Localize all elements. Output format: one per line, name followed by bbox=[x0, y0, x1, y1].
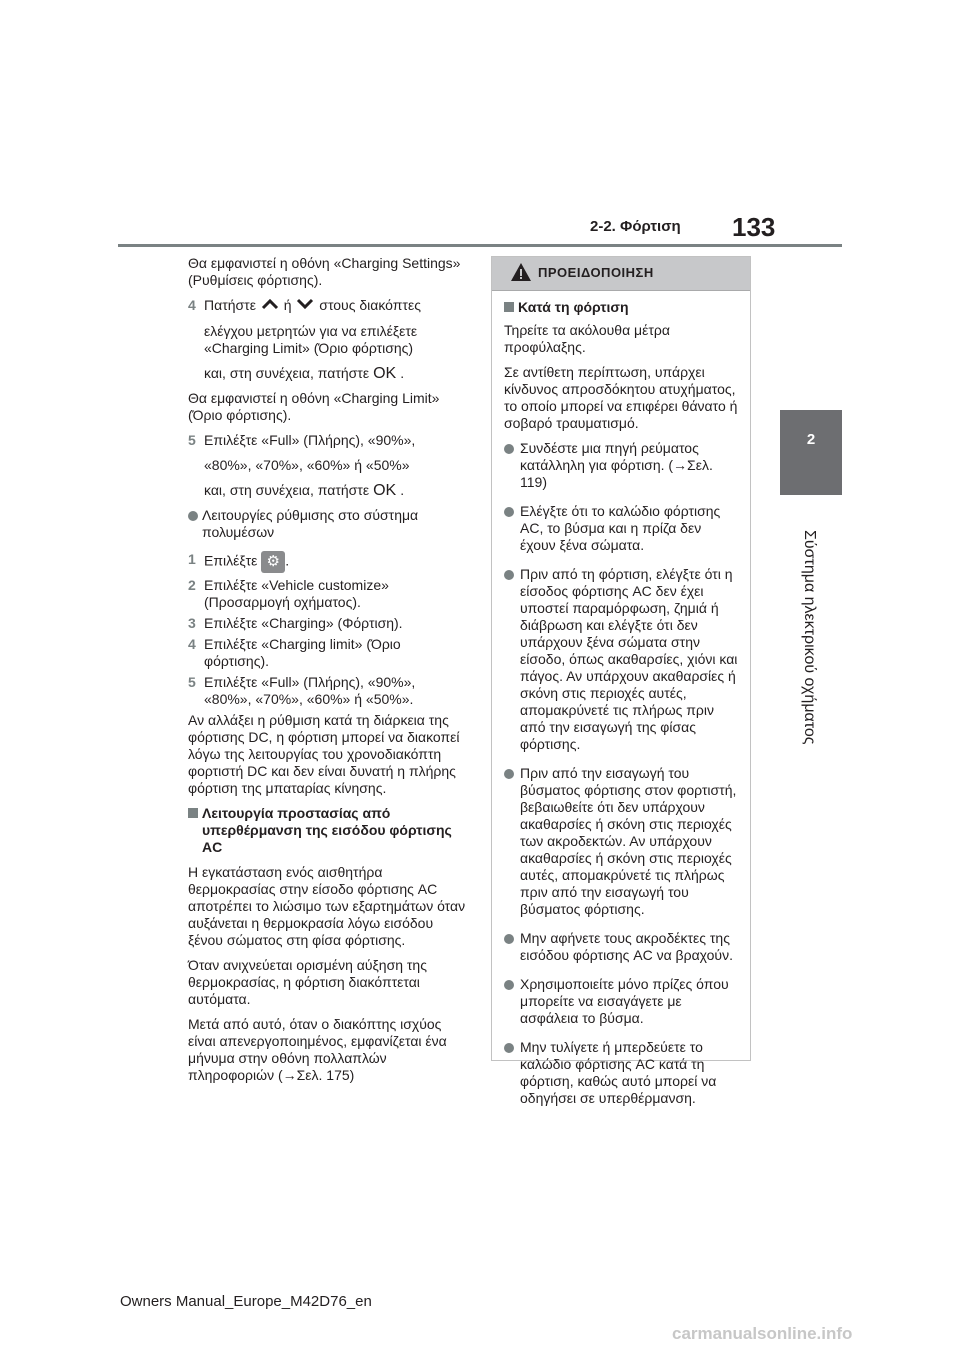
warning-bullet bbox=[504, 503, 738, 554]
warning-bullet bbox=[504, 930, 738, 964]
bullet-text: Μην αφήνετε τους ακροδέκτες της εισόδου φόρτισης AC να βραχούν. bbox=[520, 930, 733, 963]
square-bullet-icon bbox=[504, 302, 514, 312]
section-title: 2-2. Φόρτιση bbox=[590, 218, 681, 235]
step-number: 1 bbox=[188, 551, 196, 568]
warning-box bbox=[491, 256, 751, 1106]
bullet-dot-icon bbox=[504, 507, 514, 517]
header-rule bbox=[118, 244, 842, 247]
subheading bbox=[188, 805, 466, 856]
subheading-text: Λειτουργία προστασίας από υπερθέρμανση της εισόδου φόρτισης AC bbox=[202, 805, 452, 856]
step-text: Επιλέξτε «Charging» (Φόρτιση). bbox=[204, 615, 403, 632]
step-number: 4 bbox=[188, 297, 196, 313]
step-text: και, στη συνέχεια, πατήστε bbox=[204, 482, 370, 499]
step-4 bbox=[188, 297, 466, 382]
step-text: «80%», «70%», «60%» ή «50%» bbox=[204, 457, 410, 474]
step-text: Επιλέξτε «Full» (Πλήρης), «90%», «80%», «70%», «60%» ή «50%». bbox=[204, 674, 416, 708]
step-text: Επιλέξτε «Charging limit» (Όριο φόρτισης). bbox=[204, 636, 401, 670]
step-text: Πατήστε bbox=[204, 297, 256, 313]
chapter-tab: 2 bbox=[780, 410, 842, 495]
page-number: 133 bbox=[732, 212, 776, 242]
bullet-dot-icon bbox=[504, 444, 514, 454]
chevron-up-icon bbox=[260, 297, 280, 315]
paragraph: Τηρείτε τα ακόλουθα μέτρα προφύλαξης. bbox=[504, 322, 670, 355]
step-text: ή bbox=[283, 297, 292, 313]
bullet-dot-icon bbox=[504, 1043, 514, 1053]
step-text-ok: και, στη συνέχεια, πατήστε OK . bbox=[204, 482, 405, 500]
step-text: στους διακόπτες bbox=[319, 297, 421, 313]
paragraph: Σε αντίθετη περίπτωση, υπάρχει κίνδυνος απροσδόκητου ατυχήματος, το οποίο μπορεί να επιφέρει θάνατο ή σοβαρό τραυματισμό. bbox=[504, 364, 738, 431]
paragraph: Θα εμφανιστεί η οθόνη «Charging Settings» (Ρυθμίσεις φόρτισης). bbox=[188, 255, 461, 288]
step-text: Επιλέξτε «Full» (Πλήρης), «90%», bbox=[204, 432, 416, 449]
step-number: 2 bbox=[188, 577, 196, 594]
bullet-dot-icon bbox=[504, 980, 514, 990]
paragraph: Θα εμφανιστεί η οθόνη «Charging Limit» (Όριο φόρτισης). bbox=[188, 390, 440, 424]
warning-subheading bbox=[504, 299, 738, 316]
bullet-text: Λειτουργίες ρύθμισης στο σύστημα πολυμέσων bbox=[202, 507, 419, 541]
step-text: και, στη συνέχεια, πατήστε bbox=[204, 365, 370, 382]
multimedia-steps bbox=[188, 551, 466, 708]
step-text-ok: και, στη συνέχεια, πατήστε OK . bbox=[204, 365, 405, 383]
bullet-text: Πριν από τη φόρτιση, ελέγξτε ότι η είσοδος φόρτισης AC δεν έχει υποστεί παραμόρφωση, ζημιά ή διάβρωση και ελέγξτε ότι δεν υπάρχουν ξένα σώματα στην είσοδο, όπως ακαθαρσίες, χιόνι και πάγος. Αν υπάρχουν ακαθαρσίες ή σκόνη στις περιοχές αυτές, απομακρύνετέ τις πλήρως πριν από την εισαγωγή της φίσας φόρτισης. bbox=[520, 566, 738, 752]
paragraph: Όταν ανιχνεύεται ορισμένη αύξηση της θερμοκρασίας, η φόρτιση διακόπτεται αυτόματα. bbox=[188, 957, 427, 1008]
footer-text: Owners Manual_Europe_M42D76_en bbox=[120, 1293, 372, 1310]
step-number: 5 bbox=[188, 432, 196, 449]
bullet-dot-icon bbox=[504, 769, 514, 779]
paragraph: Η εγκατάσταση ενός αισθητήρα θερμοκρασίας στην είσοδο φόρτισης AC αποτρέπει το λιώσιμο των εξαρτημάτων όταν αυξάνεται η θερμοκρασία λόγω εισόδου ξένου σώματος στη φίσα φόρτισης. bbox=[188, 864, 466, 949]
warning-bullet bbox=[504, 765, 738, 918]
chapter-title: Σύστημα ηλεκτρικού οχήματος bbox=[801, 530, 818, 745]
bullet-dot-icon bbox=[504, 934, 514, 944]
step-number: 4 bbox=[188, 636, 196, 653]
step-number: 3 bbox=[188, 615, 196, 632]
warning-header bbox=[492, 257, 750, 291]
list-item: 1 Επιλέξτε ⚙ . bbox=[188, 551, 466, 573]
list-item bbox=[188, 577, 466, 611]
step-text: Επιλέξτε «Vehicle customize» (Προσαρμογή οχήματος). bbox=[204, 577, 389, 611]
warning-body bbox=[492, 291, 750, 1107]
step-5 bbox=[188, 432, 466, 499]
chapter-title-vertical bbox=[796, 530, 822, 830]
watermark: carmanualsonline.info bbox=[672, 1324, 853, 1343]
subheading-text: Κατά τη φόρτιση bbox=[518, 299, 629, 315]
bullet-text: Πριν από την εισαγωγή του βύσματος φόρτισης στον φορτιστή, βεβαιωθείτε ότι δεν υπάρχουν ακαθαρσίες ή σκόνη στις περιοχές των ακροδεκτών. Αν υπάρχουν ακαθαρσίες ή σκόνη στις περιοχές αυτές, απομακρύνετέ τις πλήρως πριν από την εισαγωγή του βύσματος φόρτισης. bbox=[520, 765, 737, 917]
warning-bullet bbox=[504, 976, 738, 1027]
bullet-text: Συνδέστε μια πηγή ρεύματος κατάλληλη για φόρτιση. (→Σελ. 119) bbox=[520, 440, 713, 490]
list-item bbox=[188, 615, 466, 632]
chevron-down-icon bbox=[295, 297, 315, 315]
paragraph: Αν αλλάξει η ρύθμιση κατά τη διάρκεια της φόρτισης DC, η φόρτιση μπορεί να διακοπεί λόγω της λειτουργίας του χρονοδιακόπτη φορτιστή DC και δεν είναι δυνατή η πλήρης φόρτιση της μπαταρίας κίνησης. bbox=[188, 712, 460, 797]
square-bullet-icon bbox=[188, 808, 198, 818]
step-text: ελέγχου μετρητών για να επιλέξετε «Charging Limit» (Όριο φόρτισης) bbox=[204, 323, 418, 357]
step-number: 5 bbox=[188, 674, 196, 691]
warning-triangle-icon bbox=[510, 262, 532, 287]
bullet-dot-icon bbox=[504, 570, 514, 580]
list-item bbox=[188, 636, 466, 670]
warning-bullet bbox=[504, 566, 738, 753]
ok-button-label: OK bbox=[373, 365, 397, 383]
paragraph: Μετά από αυτό, όταν ο διακόπτης ισχύος είναι απενεργοποιημένος, εμφανίζεται ένα μήνυμα στην οθόνη πολλαπλών πληροφοριών (→Σελ. 175) bbox=[188, 1016, 447, 1084]
bullet-item bbox=[188, 507, 466, 541]
settings-gear-icon: ⚙ bbox=[261, 551, 285, 573]
bullet-text: Χρησιμοποιείτε μόνο πρίζες όπου μπορείτε να εισαγάγετε με ασφάλεια το βύσμα. bbox=[520, 976, 729, 1026]
left-column bbox=[188, 255, 466, 1092]
warning-bullet bbox=[504, 1039, 738, 1107]
bullet-dot-icon bbox=[188, 511, 198, 521]
warning-title: ΠΡΟΕΙΔΟΠΟΙΗΣΗ bbox=[538, 265, 654, 280]
bullet-text: Μην τυλίγετε ή μπερδεύετε το καλώδιο φόρτισης AC κατά τη φόρτιση, καθώς αυτό μπορεί να οδηγήσει σε υπερθέρμανση. bbox=[520, 1039, 717, 1106]
ok-button-label: OK bbox=[373, 482, 397, 500]
list-item bbox=[188, 674, 466, 708]
bullet-text: Ελέγξτε ότι το καλώδιο φόρτισης AC, το βύσμα και η πρίζα δεν έχουν ξένα σώματα. bbox=[520, 503, 721, 553]
step-text: Επιλέξτε bbox=[204, 553, 258, 569]
warning-bullet bbox=[504, 440, 738, 491]
